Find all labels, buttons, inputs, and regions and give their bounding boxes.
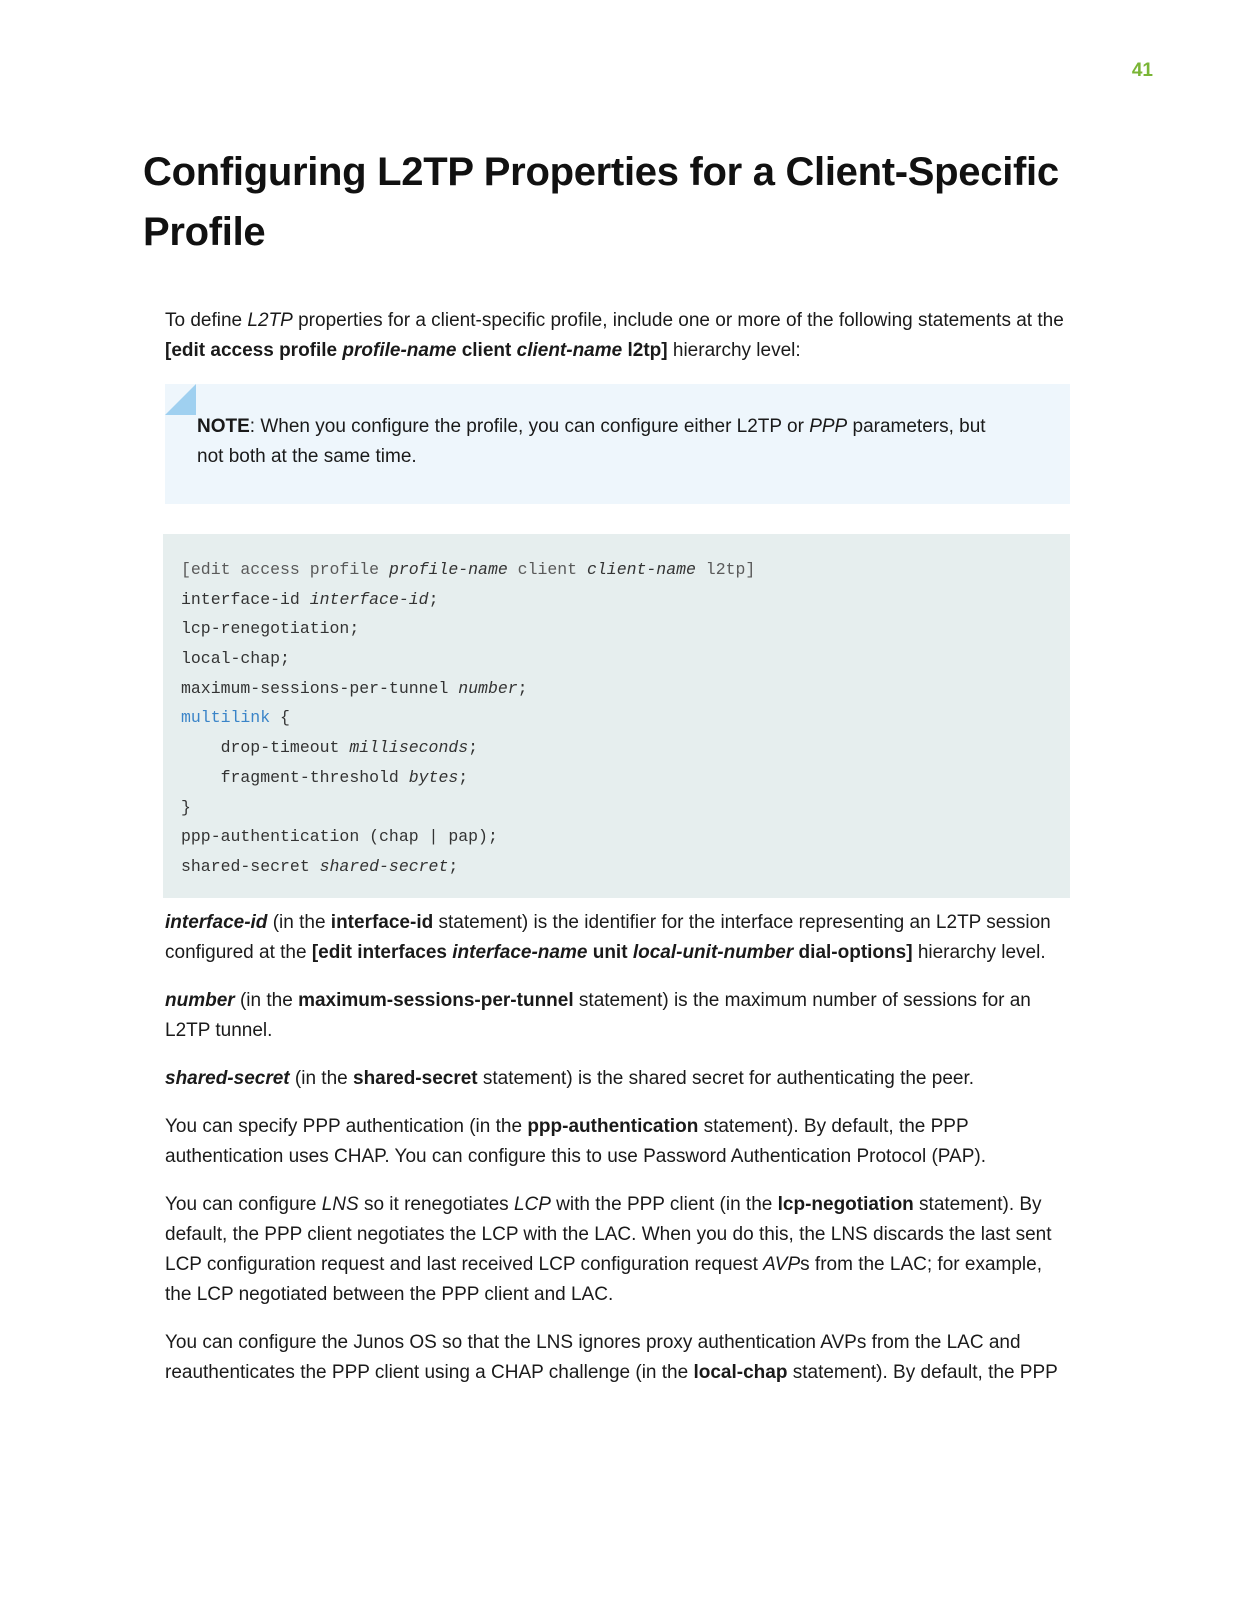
code-line: drop-timeout milliseconds; — [181, 738, 479, 758]
code-block — [163, 534, 1070, 898]
code-line: [edit access profile profile-name client client-name l2tp] — [181, 560, 756, 579]
code-line: shared-secret shared-secret; — [181, 856, 459, 876]
code-line: ppp-authentication (chap | pap); — [181, 827, 498, 847]
code-line: maximum-sessions-per-tunnel number; — [181, 678, 528, 698]
local-chap-paragraph: You can configure the Junos OS so that the LNS ignores proxy authentication AVPs from the LAC and reauthenticates the PPP client using a CHAP challenge (in the local-chap statement). By default, the PPP — [165, 1331, 1058, 1383]
code-line: lcp-renegotiation; — [181, 619, 360, 639]
intro-paragraph: To define L2TP properties for a client-specific profile, include one or more of the following statements at the [edit access profile profile-name client client-name l2tp] hierarchy level: — [165, 310, 1064, 361]
shared-secret-paragraph: shared-secret (in the shared-secret statement) is the shared secret for authenticating the peer. — [165, 1067, 975, 1089]
page-number: 41 — [1131, 60, 1153, 81]
page-title: Configuring L2TP Properties for a Client-Specific Profile — [143, 150, 1059, 254]
code-line: multilink { — [181, 708, 290, 728]
code-line: fragment-threshold bytes; — [181, 767, 469, 787]
note-text: NOTE: When you configure the profile, you can configure either L2TP or PPP parameters, but not both at the same time. — [197, 416, 986, 467]
note-label: NOTE — [197, 416, 250, 437]
number-paragraph: number (in the maximum-sessions-per-tunnel statement) is the maximum number of sessions for an L2TP tunnel. — [165, 989, 1031, 1041]
interface-id-paragraph: interface-id (in the interface-id statement) is the identifier for the interface representing an L2TP session configured at the [edit interfaces interface-name unit local-unit-number dial-options] hierarchy level. — [165, 911, 1051, 963]
lcp-paragraph: You can configure LNS so it renegotiates LCP with the PPP client (in the lcp-negotiation statement). By default, the PPP client negotiates the LCP with the LAC. When you do this, the LNS discards the last sent LCP configuration request and last received LCP configuration request AVPs from the LAC; for example, the LCP negotiated between the PPP client and LAC. — [165, 1193, 1052, 1305]
note-callout — [165, 384, 1070, 504]
code-line: } — [181, 797, 191, 817]
code-line: local-chap; — [181, 649, 290, 669]
note-corner-icon — [165, 384, 196, 415]
code-line: interface-id interface-id; — [181, 589, 439, 609]
main-content — [165, 306, 1070, 1406]
ppp-authentication-paragraph: You can specify PPP authentication (in the ppp-authentication statement). By default, the PPP authentication uses CHAP. You can configure this to use Password Authentication Protocol (PAP). — [165, 1115, 987, 1167]
